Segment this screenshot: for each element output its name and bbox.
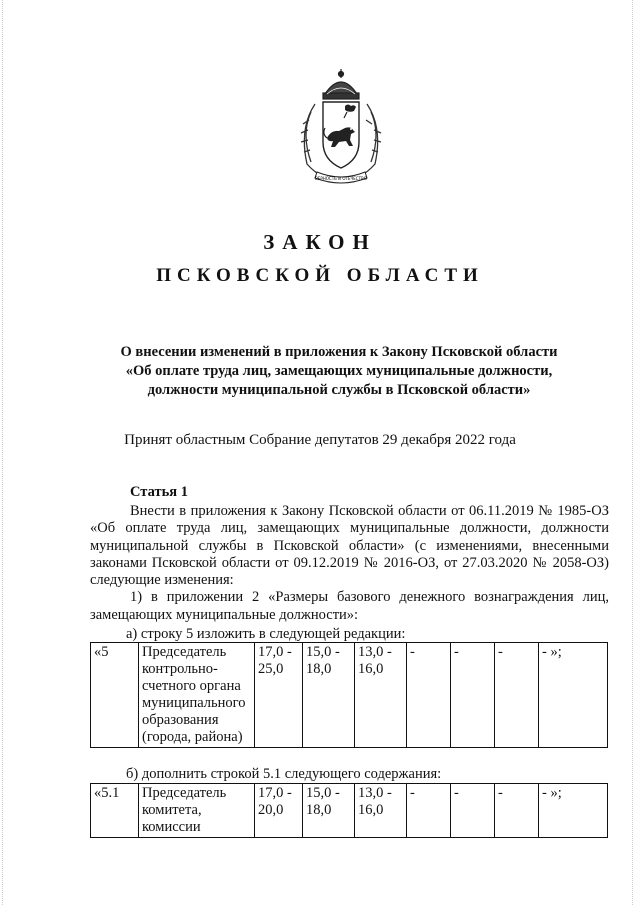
- cell-value: -: [451, 784, 495, 838]
- cell-number: «5.1: [91, 784, 139, 838]
- article-heading: Статья 1: [130, 484, 188, 500]
- coat-of-arms-emblem: [295, 68, 387, 190]
- table-row: [91, 784, 608, 838]
- cell-position: Председатель контрольно-счетного органа муниципального образования (города, района): [139, 643, 255, 748]
- cell-value: -: [495, 784, 539, 838]
- subitem-b: б) дополнить строкой 5.1 следующего содержания:: [126, 766, 442, 782]
- cell-value: -: [407, 784, 451, 838]
- article-body: [90, 503, 609, 624]
- amendment-table-row-5: [90, 642, 608, 748]
- law-title: ЗАКОН: [263, 230, 377, 254]
- table-row: [91, 643, 608, 748]
- emblem-motto: ВЕРНОСТЬ И ОТЕЧЕСТВО: [315, 176, 367, 181]
- subitem-a: а) строку 5 изложить в следующей редакции:: [126, 626, 406, 642]
- scan-edge-right: [632, 0, 636, 905]
- adoption-note: Принят областным Собрание депутатов 29 декабря 2022 года: [124, 432, 516, 448]
- amendment-table-row-5-1: [90, 783, 608, 838]
- cell-value: - »;: [539, 784, 608, 838]
- law-subject: [100, 343, 578, 400]
- cell-value: -: [495, 643, 539, 748]
- paragraph: 1) в приложении 2 «Размеры базового денежного вознаграждения лиц, замещающих муниципальные должности»:: [90, 589, 609, 623]
- cell-value: 17,0 - 20,0: [255, 784, 303, 838]
- cell-value: -: [407, 643, 451, 748]
- cell-value: 13,0 - 16,0: [355, 784, 407, 838]
- subject-line: О внесении изменений в приложения к Закону Псковской области: [120, 344, 558, 360]
- scan-edge-left: [2, 0, 6, 905]
- subject-line: должности муниципальной службы в Псковской области»: [147, 382, 531, 398]
- cell-value: 13,0 - 16,0: [355, 643, 407, 748]
- cell-value: 17,0 - 25,0: [255, 643, 303, 748]
- cell-position: Председатель комитета, комиссии: [139, 784, 255, 838]
- region-title: ПСКОВСКОЙ ОБЛАСТИ: [156, 265, 484, 286]
- cell-number: «5: [91, 643, 139, 748]
- cell-value: 15,0 - 18,0: [303, 643, 355, 748]
- cell-value: -: [451, 643, 495, 748]
- cell-value: 15,0 - 18,0: [303, 784, 355, 838]
- paragraph: Внести в приложения к Закону Псковской области от 06.11.2019 № 1985-ОЗ «Об оплате труда лиц, замещающих муниципальные должности, должности муниципальной службы в Псковской области» (с изменениями, внесенными законами Псковской области от 09.12.2019 № 2016-ОЗ, от 27.03.2020 № 2058-ОЗ) следующие изменения:: [90, 503, 609, 589]
- cell-value: - »;: [539, 643, 608, 748]
- subject-line: «Об оплате труда лиц, замещающих муниципальные должности,: [125, 363, 553, 379]
